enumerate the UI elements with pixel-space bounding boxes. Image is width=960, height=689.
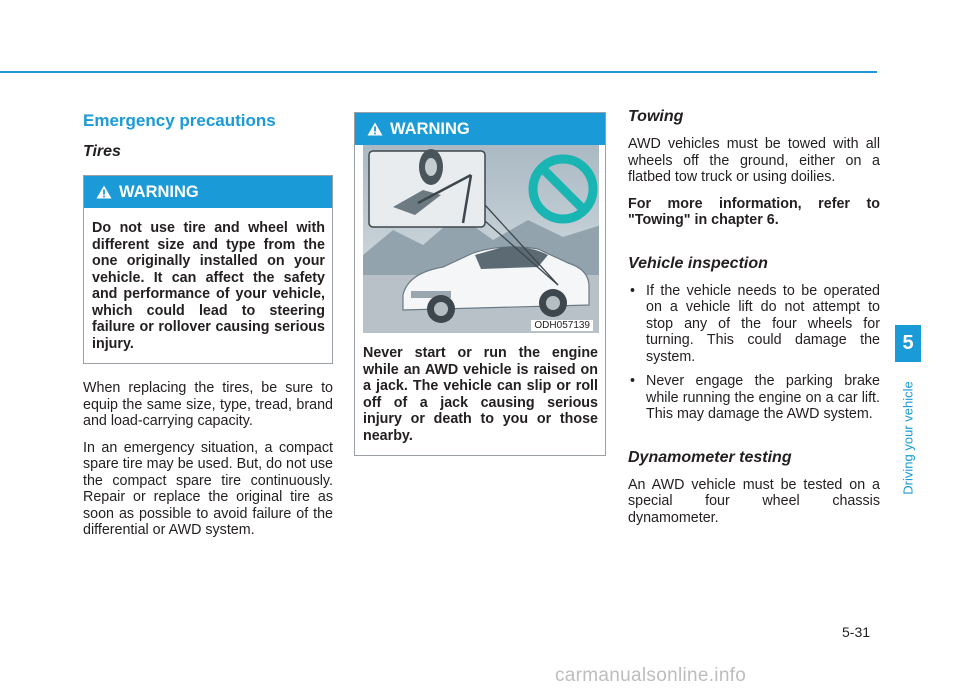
warning-text: Never start or run the engine while an AWD vehicle is raised on a jack. The vehicle can slip or roll off of a jack causing serious injury or death to you or those nearby.	[363, 345, 598, 444]
chapter-tab: 5	[895, 325, 921, 362]
warning-text: Do not use tire and wheel with different size and type from the one originally installed on your vehicle. It can affect the safety and performance of your vehicle, which could lead to steering failure or rollover causing serious injury.	[92, 220, 325, 352]
page-number: 5-31	[842, 624, 871, 640]
paragraph-replacing-tires: When replacing the tires, be sure to equip the same size, type, tread, brand and load-carrying capacity.	[83, 380, 333, 429]
watermark: carmanualsonline.info	[555, 665, 747, 686]
list-item: • If the vehicle needs to be operated on a vehicle lift do not attempt to stop any of the four wheels for turning. This could damage the system.	[628, 283, 880, 366]
warning-header	[84, 176, 332, 208]
subsection-title-tires: Tires	[83, 143, 121, 160]
warning-triangle-icon	[367, 122, 383, 136]
column-left	[83, 108, 333, 549]
column-middle	[354, 108, 606, 472]
warning-box-tires	[83, 175, 333, 364]
list-item: • Never engage the parking brake while running the engine on a car lift. This may damage the AWD system.	[628, 373, 880, 423]
warning-header	[355, 113, 605, 145]
paragraph-towing: AWD vehicles must be towed with all wheels off the ground, either on a flatbed tow truck or using doilies.	[628, 136, 880, 185]
warning-label: WARNING	[390, 119, 470, 138]
subsection-title-towing: Towing	[628, 108, 684, 125]
warning-box-jack	[354, 112, 606, 456]
chapter-title: Driving your vehicle	[900, 381, 916, 495]
section-title: Emergency precautions	[83, 111, 276, 130]
warning-label: WARNING	[119, 182, 199, 201]
warning-triangle-icon	[96, 185, 112, 199]
header-rule	[0, 71, 877, 73]
paragraph-dynamometer: An AWD vehicle must be tested on a special four wheel chassis dynamometer.	[628, 476, 880, 526]
paragraph-towing-reference: For more information, refer to "Towing" in chapter 6.	[628, 195, 880, 228]
paragraph-spare-tire: In an emergency situation, a compact spare tire may be used. But, do not use the compact spare tire continuously. Repair or replace the original tire as soon as possible to avoid failure of the differential or AWD system.	[83, 439, 333, 538]
vehicle-on-jack-illustration	[363, 145, 599, 333]
subsection-title-dynamometer: Dynamometer testing	[628, 448, 792, 466]
image-code: ODH057139	[531, 320, 593, 331]
car-jack-illustration	[363, 145, 599, 333]
column-right	[628, 108, 880, 536]
subsection-title-inspection: Vehicle inspection	[628, 254, 768, 272]
